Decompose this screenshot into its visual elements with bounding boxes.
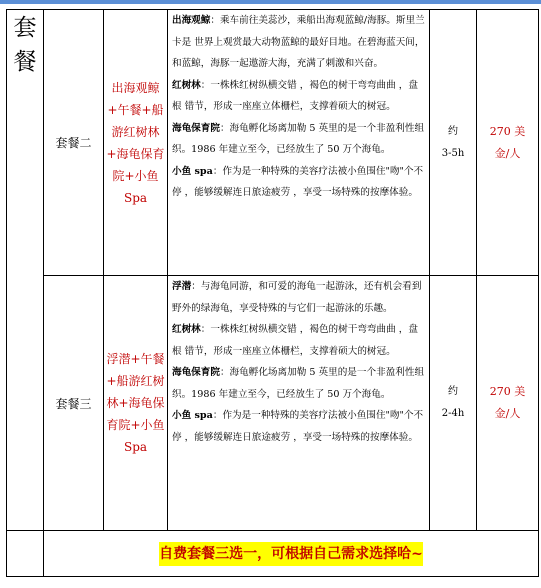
package-name: 套餐二 <box>44 10 104 276</box>
desc-title: 海龟保育院 <box>172 122 220 134</box>
desc-text: ：与海龟同游，和可爱的海龟一起游泳，还有机会看到野外的绿海龟，享受特殊的与它们一起游泳的乐趣。 <box>172 281 422 314</box>
package-name: 套餐三 <box>44 276 104 531</box>
desc-text: ：作为是一种特殊的美容疗法被小鱼围住"吻"个不停 ，能够缓解连日旅途疲劳 ，享受一场特殊的按摩体验。 <box>172 410 424 443</box>
desc-title: 小鱼 spa <box>172 410 213 421</box>
footer-cell <box>44 531 539 577</box>
desc-paragraph <box>172 161 425 204</box>
top-accent-bar <box>0 0 541 4</box>
duration-prefix: 约 <box>448 125 458 137</box>
desc-text: ：一株株红树纵横交错 ，褐色的树干弯弯曲曲 ，盘根 错节，形成一座座立体栅栏，支撑着硕大的树冠。 <box>172 79 418 112</box>
desc-paragraph <box>172 75 425 118</box>
desc-paragraph <box>172 276 425 319</box>
desc-text: ：海龟孵化场离加勒 5 英里的是一个非盈利性组织。1986 年建立至今，已经放生了 50 万个海龟。 <box>172 367 425 400</box>
desc-text: ：海龟孵化场离加勒 5 英里的是一个非盈利性组织。1986 年建立至今，已经放生了 50 万个海龟。 <box>172 122 425 155</box>
desc-text: ：作为是一种特殊的美容疗法被小鱼围住"吻"个不停 ，能够缓解连日旅途疲劳 ，享受一场特殊的按摩体验。 <box>172 165 424 198</box>
desc-title: 红树林 <box>172 324 201 335</box>
duration-prefix: 约 <box>448 386 458 397</box>
footer-row <box>7 531 539 577</box>
package-items: 浮潜+午餐+船游红树林+海龟保育院+小鱼 Spa <box>104 276 168 531</box>
duration-value: 3-5h <box>441 147 465 159</box>
duration-value: 2-4h <box>441 408 465 419</box>
package-description <box>168 276 430 531</box>
table-row <box>7 276 539 531</box>
desc-title: 浮潜 <box>172 281 192 292</box>
desc-paragraph <box>172 362 425 405</box>
desc-paragraph <box>172 319 425 362</box>
footer-note: 自费套餐三选一，可根据自己需求选择哈~ <box>159 542 423 566</box>
package-table <box>6 9 539 577</box>
category-label: 套餐 <box>13 15 37 75</box>
desc-paragraph <box>172 405 425 448</box>
table-row <box>7 10 539 276</box>
desc-text: ：一株株红树纵横交错 ，褐色的树干弯弯曲曲 ，盘根 错节，形成一座座立体栅栏，支撑着硕大的树冠。 <box>172 324 418 357</box>
package-duration <box>430 276 477 531</box>
desc-title: 红树林 <box>172 79 201 91</box>
category-cell <box>7 10 44 531</box>
package-items: 出海观鲸+午餐+船游红树林+海龟保育院+小鱼Spa <box>104 10 168 276</box>
package-duration <box>430 10 477 276</box>
desc-paragraph <box>172 10 425 75</box>
desc-paragraph <box>172 118 425 161</box>
desc-title: 海龟保育院 <box>172 367 220 378</box>
desc-text: ：乘车前往美蕊沙，乘船出海观蓝鲸/海豚。斯里兰卡是 世界上观赏最大动物蓝鲸的最好目地。在碧海蓝天间，和蓝鲸，海豚一起遨游大海，充满了刺激和兴奋。 <box>172 15 425 69</box>
package-price: 270 美金/人 <box>477 10 539 276</box>
desc-title: 小鱼 spa <box>172 165 213 177</box>
desc-title: 出海观鲸 <box>172 15 211 26</box>
footer-spacer <box>7 531 44 577</box>
package-price: 270 美金/人 <box>477 276 539 531</box>
package-description <box>168 10 430 276</box>
